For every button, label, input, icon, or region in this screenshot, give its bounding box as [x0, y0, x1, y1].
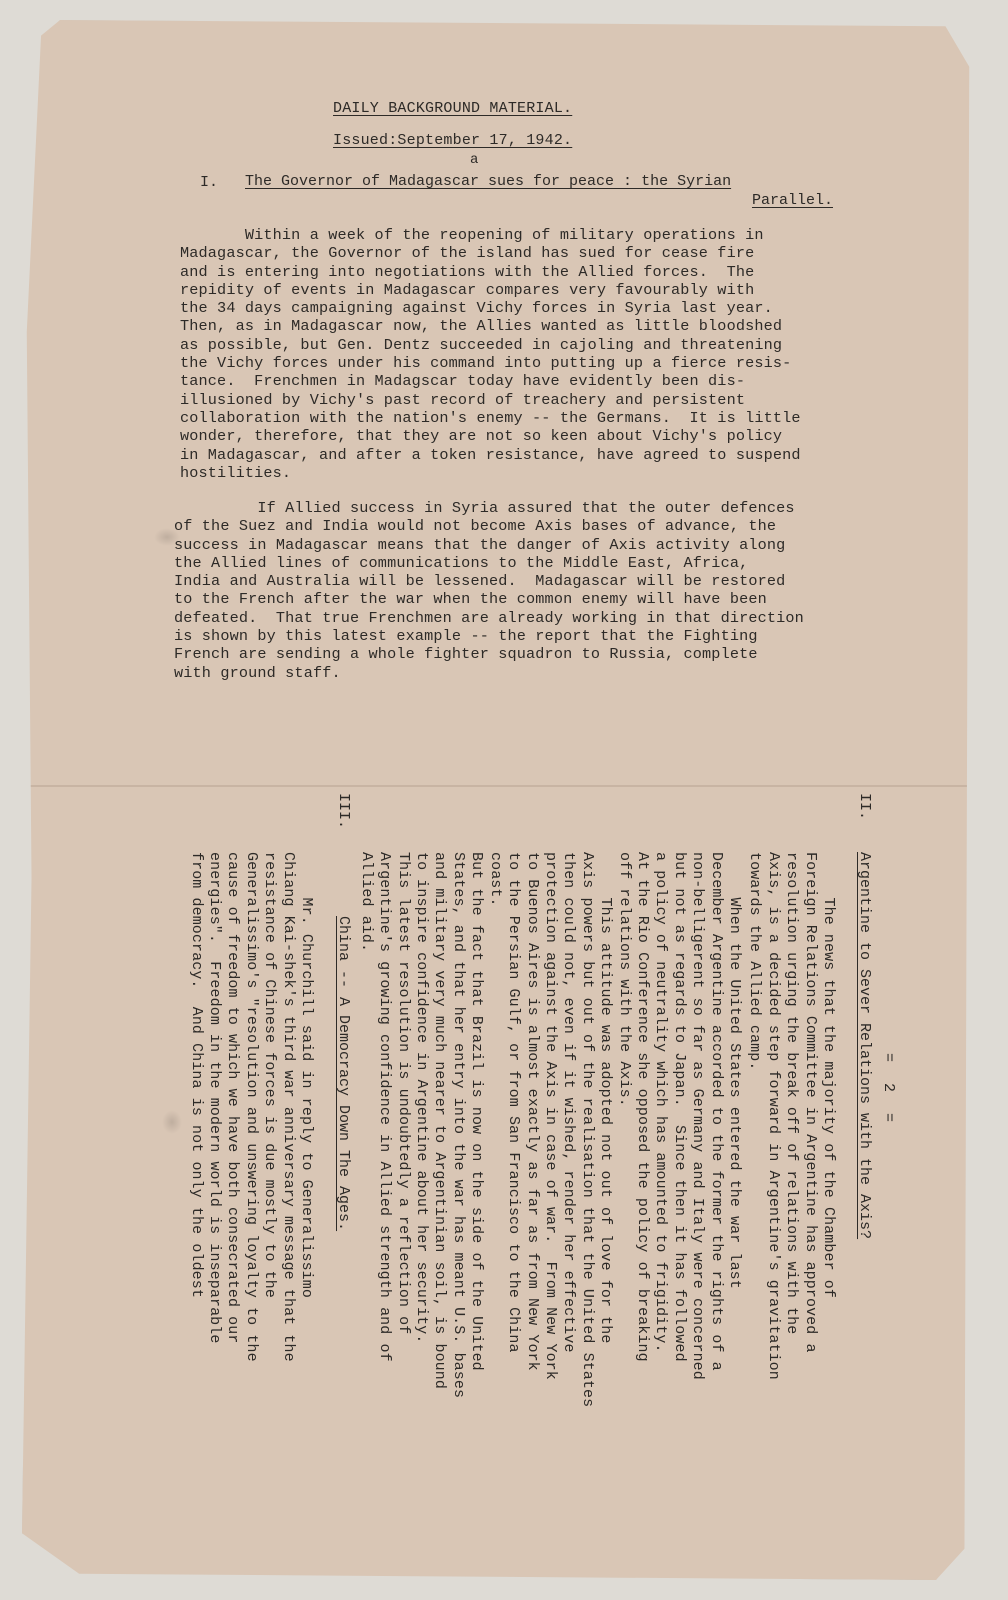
rotated-page-2	[155, 768, 897, 1408]
section-1-number: I.	[200, 174, 219, 191]
section-3-number: III.	[335, 793, 352, 830]
stray-mark: a	[470, 152, 479, 168]
section-3-title: China -- A Democracy Down The Ages.	[335, 916, 352, 1232]
section-2-paragraph-1: The news that the majority of the Chamber of Foreign Relations Committee in Argentine has approved a resolution urging the break off of relations with the Axis, is a decided step forward in Argentine's gravitation towards the Allied camp.	[746, 852, 837, 1380]
issued-date: Issued:September 17, 1942.	[333, 132, 573, 149]
page-number: = 2 =	[880, 1053, 897, 1129]
section-1-title-line1: The Governor of Madagascar sues for peace : the Syrian	[245, 173, 732, 190]
document-heading: DAILY BACKGROUND MATERIAL.	[333, 100, 573, 117]
section-1-title-line2: Parallel.	[751, 192, 833, 209]
section-1-paragraph-2: If Allied success in Syria assured that the outer defences of the Suez and India would not become Axis bases of advance, the success in Madagascar means that the danger of Axis activity along the Allied lines of communications to the Middle East, Africa, India and Australia will be lessened. Madagascar will be restored to the French after the war when the common enemy will have been defeated. That true Frenchmen are already working in that direction is shown by this latest example -- the report that the Fighting French are sending a whole fighter squadron to Russia, complete with ground staff.	[174, 499, 804, 682]
section-2-paragraph-2: When the United States entered the war last December Argentine accorded to the former the rights of a non-belligerent so far as Germany and Italy were concerned but not as regards to Japan. Since then it has followed a policy of neutrality which has amounted to frigidity. At the Rio Conference she opposed the policy of breaking off relations with the Axis. This attitude was adopted not out of love for the Axis powers but out of the realisation that the United States then could not, even if it wished, render her effective protection against the Axis in case of war. From New York to Buenos Aires is almost exactly as far as from New York to the Persian Gulf, or from San Francisco to the China coast. But the fact that Brazil is now on the side of the United States, and that her entry into the war has meant U.S. bases and military very much nearer to Argentinian soil, is bound to inspire confidence in Argentine about her security. This latest resolution is undoubtedly a reflection of Argentine's growing confidence in Allied strength and of Allied aid.	[357, 852, 743, 1408]
section-1-paragraph-1: Within a week of the reopening of military operations in Madagascar, the Governor of the island has sued for cease fire and is entering into negotiations with the Allied forces. The repidity of events in Madagascar compares very favourably with the 34 days campaigning against Vichy forces in Syria last year. Then, as in Madagascar now, the Allies wanted as little bloodshed as possible, but Gen. Dentz succeeded in cajoling and threatening the Vichy forces under his command into putting up a fierce resis- tance. Frenchmen in Madagscar today have evidently been dis- illusioned by Vichy's past record of treachery and persistent collaboration with the nation's enemy -- the Germans. It is little wonder, therefore, that they are not so keen about Vichy's policy in Madagascar, and after a token resistance, have agreed to suspend hostilities.	[180, 226, 801, 482]
section-3-paragraph-1: Mr. Churchill said in reply to Generalissimo Chiang Kai-shek's third war anniversary message that the resistance of Chinese forces is due mostly to the Generalissimo's "resolution and unswering loyalty to the cause of freedom to which we have both consecrated our energies". Freedom in the modern world is inseparable from democracy. And China is not only the oldest	[187, 852, 315, 1362]
section-2-title: Argentine to Sever Relations with the Axis?	[856, 852, 873, 1240]
section-2-number: II.	[856, 793, 873, 821]
section-1-title	[245, 172, 835, 210]
